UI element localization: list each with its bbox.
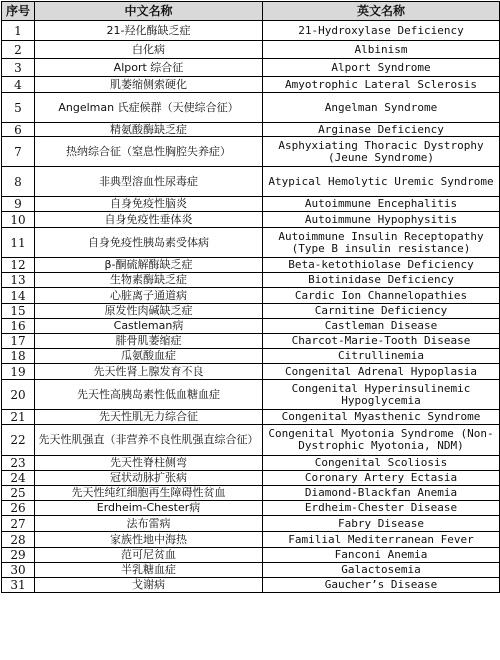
row-english-name: Gaucher’s Disease xyxy=(263,578,500,593)
table-row xyxy=(2,93,500,123)
table-row xyxy=(2,167,500,197)
row-english-name: Galactosemia xyxy=(263,563,500,578)
row-number: 25 xyxy=(2,486,35,501)
row-number: 15 xyxy=(2,304,35,319)
row-english-name: Familial Mediterranean Fever xyxy=(263,532,500,548)
row-english-name: Albinism xyxy=(263,41,500,59)
row-number: 27 xyxy=(2,516,35,532)
row-chinese-name: 心脏离子通道病 xyxy=(35,288,263,304)
table-row xyxy=(2,410,500,425)
table-body xyxy=(2,21,500,593)
row-chinese-name: 生物素酶缺乏症 xyxy=(35,273,263,288)
table-row xyxy=(2,349,500,364)
row-english-name: Amyotrophic Lateral Sclerosis xyxy=(263,77,500,93)
row-chinese-name: 法布雷病 xyxy=(35,516,263,532)
row-english-name: Citrullinemia xyxy=(263,349,500,364)
table-row xyxy=(2,532,500,548)
row-number: 8 xyxy=(2,167,35,197)
row-chinese-name: 戈谢病 xyxy=(35,578,263,593)
row-english-name: Cardic Ion Channelopathies xyxy=(263,288,500,304)
row-chinese-name: 腓骨肌萎缩症 xyxy=(35,334,263,349)
header-row xyxy=(2,2,500,21)
table-row xyxy=(2,21,500,41)
row-number: 29 xyxy=(2,548,35,563)
row-number: 3 xyxy=(2,59,35,77)
table-row xyxy=(2,77,500,93)
row-chinese-name: 肌萎缩侧索硬化 xyxy=(35,77,263,93)
row-number: 28 xyxy=(2,532,35,548)
row-english-name: Alport Syndrome xyxy=(263,59,500,77)
table-row xyxy=(2,486,500,501)
table-row xyxy=(2,212,500,228)
table-row xyxy=(2,548,500,563)
row-chinese-name: Castleman病 xyxy=(35,319,263,334)
row-chinese-name: 瓜氨酸血症 xyxy=(35,349,263,364)
row-english-name: Diamond-Blackfan Anemia xyxy=(263,486,500,501)
row-number: 2 xyxy=(2,41,35,59)
row-number: 24 xyxy=(2,471,35,486)
row-english-name: Atypical Hemolytic Uremic Syndrome xyxy=(263,167,500,197)
row-chinese-name: 冠状动脉扩张病 xyxy=(35,471,263,486)
row-english-name: Autoimmune Encephalitis xyxy=(263,197,500,212)
table-row xyxy=(2,364,500,380)
row-chinese-name: 21-羟化酶缺乏症 xyxy=(35,21,263,41)
row-number: 26 xyxy=(2,501,35,516)
row-english-name: Asphyxiating Thoracic Dystrophy (Jeune Syndrome) xyxy=(263,137,500,167)
table-row xyxy=(2,137,500,167)
row-number: 21 xyxy=(2,410,35,425)
row-english-name: Congenital Myotonia Syndrome (Non-Dystrophic Myotonia, NDM) xyxy=(263,425,500,456)
row-chinese-name: β-酮硫解酶缺乏症 xyxy=(35,258,263,273)
row-english-name: Angelman Syndrome xyxy=(263,93,500,123)
disease-table xyxy=(1,1,500,593)
row-chinese-name: 范可尼贫血 xyxy=(35,548,263,563)
row-number: 14 xyxy=(2,288,35,304)
row-chinese-name: 先天性肌无力综合征 xyxy=(35,410,263,425)
row-number: 1 xyxy=(2,21,35,41)
row-number: 13 xyxy=(2,273,35,288)
row-number: 31 xyxy=(2,578,35,593)
row-chinese-name: 非典型溶血性尿毒症 xyxy=(35,167,263,197)
row-number: 22 xyxy=(2,425,35,456)
row-english-name: Beta-ketothiolase Deficiency xyxy=(263,258,500,273)
row-chinese-name: 精氨酸酶缺乏症 xyxy=(35,123,263,137)
row-chinese-name: 自身免疫性脑炎 xyxy=(35,197,263,212)
row-english-name: Fanconi Anemia xyxy=(263,548,500,563)
row-chinese-name: 先天性肾上腺发育不良 xyxy=(35,364,263,380)
table-row xyxy=(2,228,500,258)
row-english-name: Erdheim-Chester Disease xyxy=(263,501,500,516)
table-row xyxy=(2,516,500,532)
header-zh: 中文名称 xyxy=(35,2,263,21)
row-english-name: Congenital Adrenal Hypoplasia xyxy=(263,364,500,380)
row-number: 5 xyxy=(2,93,35,123)
row-english-name: Congenital Myasthenic Syndrome xyxy=(263,410,500,425)
row-number: 20 xyxy=(2,380,35,410)
row-number: 7 xyxy=(2,137,35,167)
row-english-name: Congenital Hyperinsulinemic Hypoglycemia xyxy=(263,380,500,410)
row-chinese-name: 自身免疫性胰岛素受体病 xyxy=(35,228,263,258)
table-row xyxy=(2,197,500,212)
row-chinese-name: 先天性纯红细胞再生障碍性贫血 xyxy=(35,486,263,501)
row-number: 12 xyxy=(2,258,35,273)
row-chinese-name: 热纳综合征（窒息性胸腔失养症） xyxy=(35,137,263,167)
row-chinese-name: Erdheim-Chester病 xyxy=(35,501,263,516)
row-number: 16 xyxy=(2,319,35,334)
row-chinese-name: 自身免疫性垂体炎 xyxy=(35,212,263,228)
table-row xyxy=(2,304,500,319)
table-row xyxy=(2,334,500,349)
row-english-name: Carnitine Deficiency xyxy=(263,304,500,319)
table-row xyxy=(2,273,500,288)
row-number: 10 xyxy=(2,212,35,228)
header-num: 序号 xyxy=(2,2,35,21)
row-english-name: Autoimmune Insulin Receptopathy (Type B insulin resistance) xyxy=(263,228,500,258)
row-chinese-name: 原发性肉碱缺乏症 xyxy=(35,304,263,319)
header-en: 英文名称 xyxy=(263,2,500,21)
row-english-name: Castleman Disease xyxy=(263,319,500,334)
row-english-name: 21-Hydroxylase Deficiency xyxy=(263,21,500,41)
row-number: 4 xyxy=(2,77,35,93)
table-row xyxy=(2,319,500,334)
table-row xyxy=(2,501,500,516)
row-chinese-name: 先天性高胰岛素性低血糖血症 xyxy=(35,380,263,410)
row-chinese-name: 先天性肌强直（非营养不良性肌强直综合征） xyxy=(35,425,263,456)
table-row xyxy=(2,563,500,578)
row-number: 9 xyxy=(2,197,35,212)
row-english-name: Charcot-Marie-Tooth Disease xyxy=(263,334,500,349)
table-row xyxy=(2,425,500,456)
table-row xyxy=(2,288,500,304)
row-number: 23 xyxy=(2,456,35,471)
row-number: 11 xyxy=(2,228,35,258)
row-chinese-name: Alport 综合征 xyxy=(35,59,263,77)
table-row xyxy=(2,578,500,593)
row-english-name: Congenital Scoliosis xyxy=(263,456,500,471)
row-number: 30 xyxy=(2,563,35,578)
row-chinese-name: 白化病 xyxy=(35,41,263,59)
row-number: 17 xyxy=(2,334,35,349)
table-row xyxy=(2,59,500,77)
table-row xyxy=(2,380,500,410)
row-chinese-name: 家族性地中海热 xyxy=(35,532,263,548)
table-row xyxy=(2,41,500,59)
row-chinese-name: 先天性脊柱侧弯 xyxy=(35,456,263,471)
table-row xyxy=(2,471,500,486)
row-number: 18 xyxy=(2,349,35,364)
row-english-name: Biotinidase Deficiency xyxy=(263,273,500,288)
row-english-name: Fabry Disease xyxy=(263,516,500,532)
row-number: 6 xyxy=(2,123,35,137)
table-row xyxy=(2,456,500,471)
row-chinese-name: Angelman 氏症候群（天使综合征） xyxy=(35,93,263,123)
row-chinese-name: 半乳糖血症 xyxy=(35,563,263,578)
row-english-name: Autoimmune Hypophysitis xyxy=(263,212,500,228)
row-number: 19 xyxy=(2,364,35,380)
table-row xyxy=(2,258,500,273)
row-english-name: Coronary Artery Ectasia xyxy=(263,471,500,486)
table-row xyxy=(2,123,500,137)
row-english-name: Arginase Deficiency xyxy=(263,123,500,137)
